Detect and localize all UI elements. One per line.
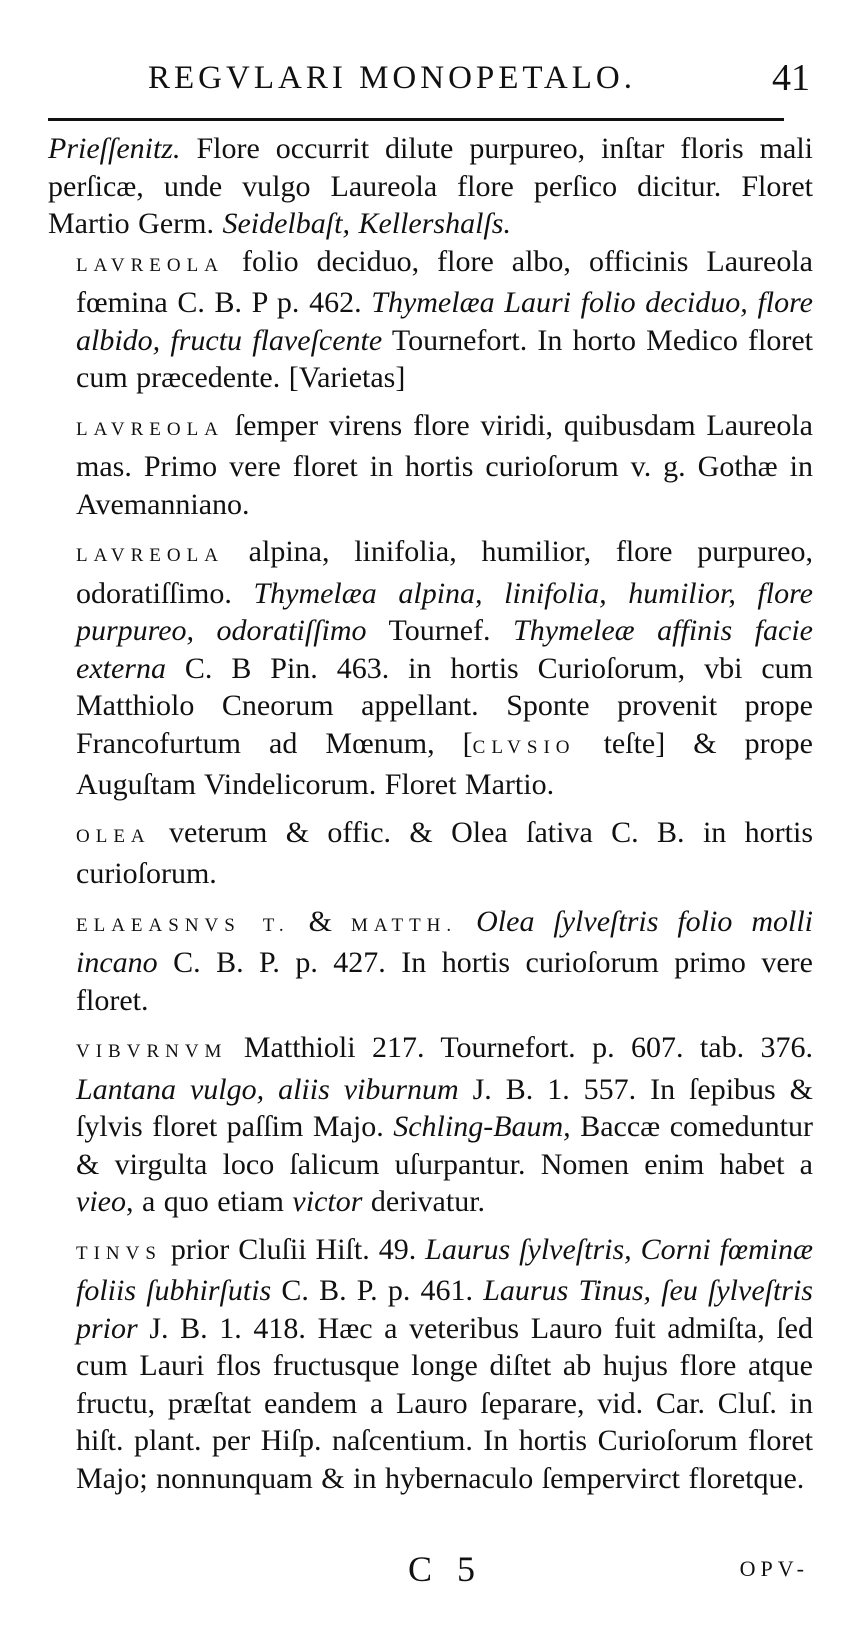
roman-text: C. B Pin. 463. in hortis Curioſorum, vbi cum Matthiolo Cneorum appellant. Sponte provenit prope Francofurtum ad Mœnum, [: [76, 651, 813, 760]
italic-text: Prieſſenitz.: [48, 132, 181, 165]
roman-text: Tournefort. In horto Medico floret cum præcedente. [Varietas]: [76, 323, 814, 394]
roman-text: J. B. 1. 418. Hæc a veteribus Lauro fuit admiſta, ſed cum Lauri flos fructusque longe diſtet ab hujus flore atque fructu, præſtat eandem a Lauro ſeparare, vid. Car. Cluſ. in hiſt. plant. per Hiſp. naſcentium. In hortis Curioſorum floret Majo; nonnunquam & in hybernaculo ſempervirct floretque.: [76, 1311, 813, 1495]
small-caps-text: OLEA: [76, 825, 151, 847]
entry-paragraph: [48, 243, 813, 397]
roman-text: Flore occurrit dilute purpureo, inſtar floris mali perſicæ, unde vulgo Laureola flore perſico dicitur. Floret Martio Germ.: [48, 132, 813, 240]
small-caps-text: ELAEASNVS T.: [76, 914, 290, 936]
entry-paragraph: [48, 1231, 813, 1498]
roman-text: Baccæ comeduntur & virgulta loco ſalicum uſurpantur. Nomen enim habet a: [76, 1110, 813, 1181]
italic-text: Thymeleæ affinis facie externa: [76, 614, 813, 685]
small-caps-text: VIBVRNVM: [76, 1041, 228, 1062]
roman-text: &: [289, 904, 351, 938]
italic-text: Schling-Baum,: [393, 1110, 571, 1143]
signature-mark: C 5: [408, 1549, 484, 1589]
entry-paragraph: [48, 903, 813, 1020]
entry-paragraph: [48, 533, 813, 804]
page-header: [48, 52, 810, 98]
italic-text: victor: [292, 1185, 363, 1218]
roman-text: folio deciduo, flore albo, officinis Laureola fœmina C. B. P p. 462.: [76, 244, 813, 319]
roman-text: C. B. P. p. 461.: [271, 1274, 484, 1307]
roman-text: [457, 905, 476, 938]
entry-paragraph: [48, 1029, 813, 1221]
roman-text: , a quo etiam: [125, 1185, 293, 1218]
roman-text: C. B. P. p. 427. In hortis curioſorum primo vere floret.: [76, 946, 813, 1017]
italic-text: Seidelbaſt, Kellershalſs.: [222, 207, 511, 240]
italic-text: Lantana vulgo, aliis viburnum: [76, 1072, 459, 1106]
italic-text: Laurus Tinus, ſeu ſylveſtris prior: [76, 1274, 813, 1345]
small-caps-text: TINVS: [76, 1242, 162, 1264]
roman-text: prior Cluſii Hiſt. 49.: [161, 1232, 426, 1266]
italic-text: Thymelæa alpina, linifolia, humilior, flore purpureo, odoratiſſimo: [76, 576, 813, 647]
catchword: OPV-: [739, 1556, 809, 1581]
roman-text: J. B. 1. 557. In ſepibus & ſylvis floret paſſim Majo.: [76, 1072, 813, 1143]
roman-text: derivatur.: [362, 1185, 486, 1218]
roman-text: ſemper virens flore viridi, quibusdam Laureola mas. Primo vere floret in hortis curioſorum v. g. Gothæ in Avemanniano.: [76, 408, 813, 521]
italic-text: vieo: [76, 1185, 126, 1218]
small-caps-text: MATTH.: [350, 914, 458, 936]
page-body: [48, 130, 813, 1497]
header-rule: [48, 118, 784, 121]
roman-text: veterum & offic. & Olea ſativa C. B. in hortis curioſorum.: [76, 815, 813, 890]
entry-paragraph: [48, 814, 813, 893]
small-caps-text: LAVREOLA: [76, 418, 224, 440]
page-number: 41: [772, 57, 810, 99]
entry-paragraph: [48, 407, 813, 524]
small-caps-text: CLVSIO: [472, 736, 576, 758]
italic-text: Laurus ſylveſtris, Corni fœminæ foliis ſubhirſutis: [76, 1232, 813, 1307]
small-caps-text: LAVREOLA: [76, 254, 224, 276]
entry-paragraph: [48, 130, 813, 243]
roman-text: Tournef.: [366, 614, 514, 647]
roman-text: Matthioli 217. Tournefort. p. 607. tab. 376.: [227, 1031, 813, 1064]
roman-text: teſte] & prope Auguſtam Vindelicorum. Floret Martio.: [76, 726, 813, 801]
italic-text: Thymelæa Lauri folio deciduo, flore albido, fructu flaveſcente: [76, 286, 813, 357]
small-caps-text: LAVREOLA: [76, 545, 224, 566]
running-title: REGVLARI MONOPETALO.: [148, 60, 637, 96]
italic-text: Olea ſylveſtris folio molli incano: [76, 904, 813, 979]
page-footer: [48, 1548, 813, 1598]
roman-text: alpina, linifolia, humilior, flore purpureo, odoratiſſimo.: [76, 535, 813, 610]
